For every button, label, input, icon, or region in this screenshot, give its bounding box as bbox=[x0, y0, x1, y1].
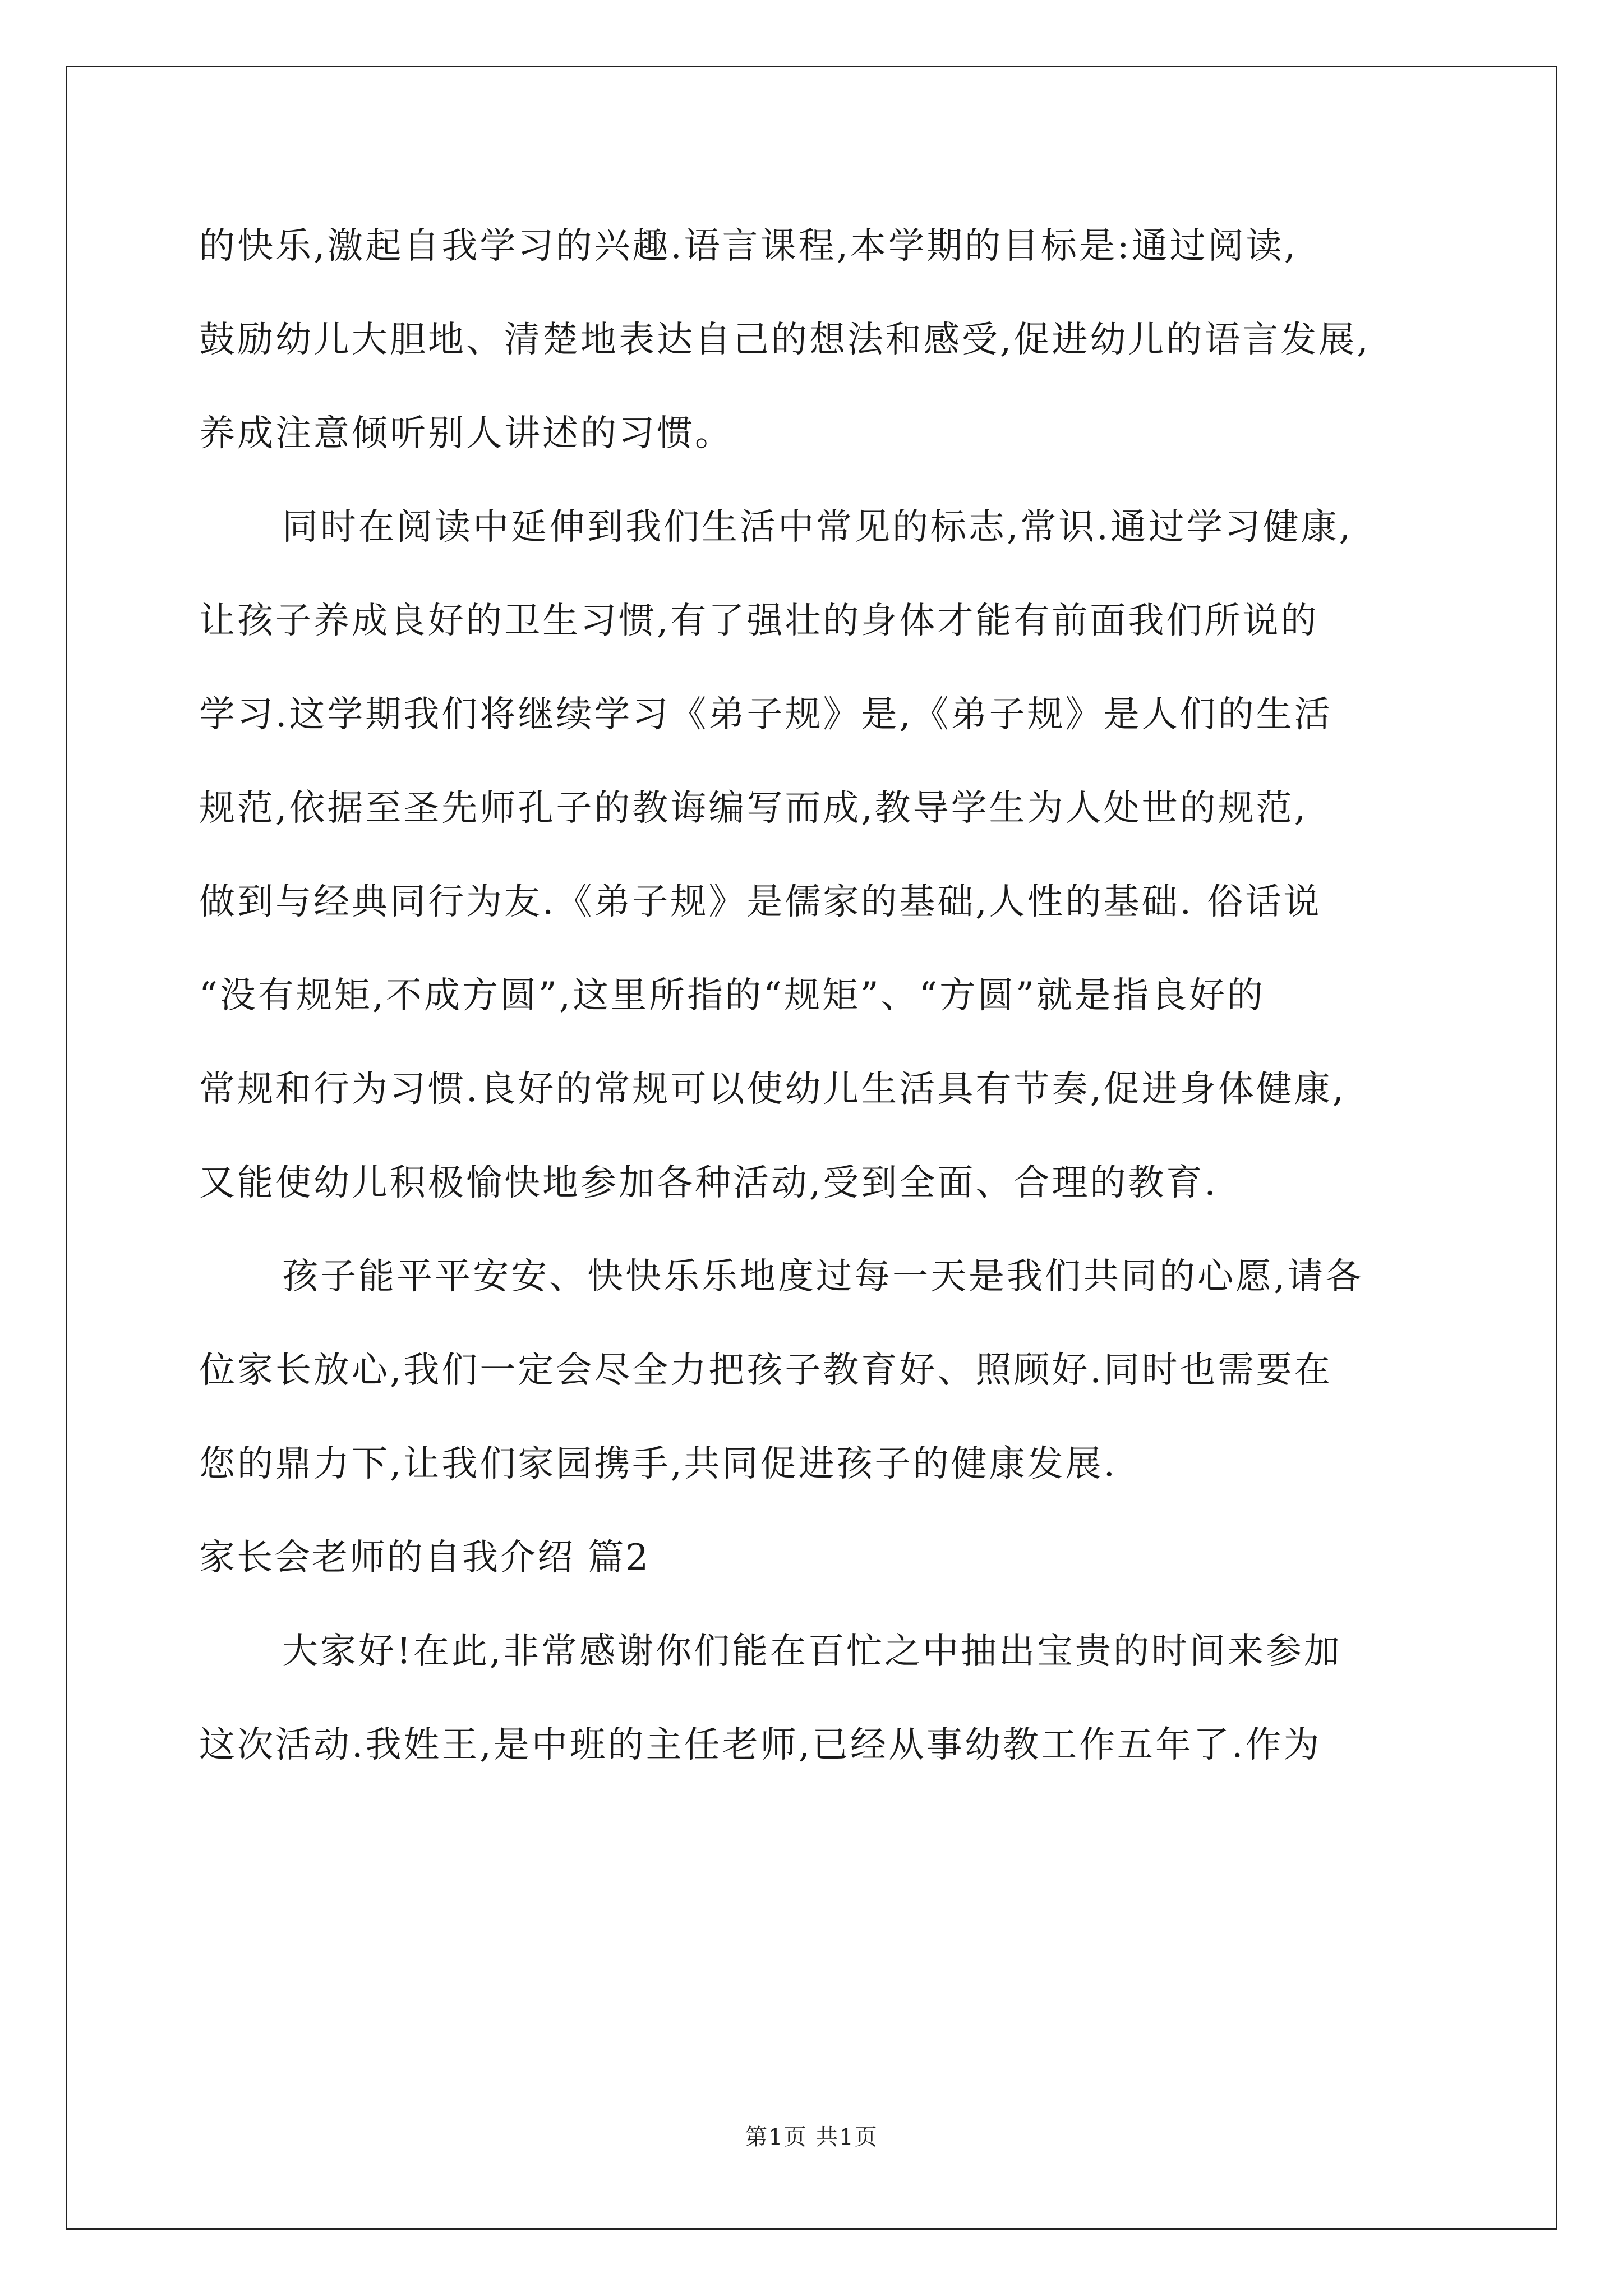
text-line: 常规和行为习惯.良好的常规可以使幼儿生活具有节奏,促进身体健康, bbox=[199, 1069, 1347, 1110]
text-line: 规范,依据至圣先师孔子的教诲编写而成,教导学生为人处世的规范, bbox=[199, 788, 1308, 829]
text-line: 这次活动.我姓王,是中班的主任老师,已经从事幼教工作五年了.作为 bbox=[199, 1724, 1322, 1766]
text-line: 让孩子养成良好的卫生习惯,有了强壮的身体才能有前面我们所说的 bbox=[199, 600, 1319, 642]
page-footer: 第1页 共1页 bbox=[745, 2124, 878, 2150]
text-line: 您的鼎力下,让我们家园携手,共同促进孩子的健康发展. bbox=[199, 1443, 1118, 1485]
text-line: 学习.这学期我们将继续学习《弟子规》是,《弟子规》是人们的生活 bbox=[199, 694, 1332, 735]
text-line: 位家长放心,我们一定会尽全力把孩子教育好、照顾好.同时也需要在 bbox=[199, 1350, 1332, 1391]
text-line: 养成注意倾听别人讲述的习惯。 bbox=[199, 413, 733, 454]
text-line: “没有规矩,不成方圆”,这里所指的“规矩”、“方圆”就是指良好的 bbox=[199, 975, 1265, 1016]
paragraph-first-line: 大家好!在此,非常感谢你们能在百忙之中抽出宝贵的时间来参加 bbox=[282, 1631, 1343, 1672]
paragraph-first-line: 同时在阅读中延伸到我们生活中常见的标志,常识.通过学习健康, bbox=[282, 507, 1353, 548]
document-body bbox=[199, 200, 1433, 1792]
paragraph-first-line: 孩子能平平安安、快快乐乐地度过每一天是我们共同的心愿,请各 bbox=[282, 1256, 1364, 1297]
text-line: 鼓励幼儿大胆地、清楚地表达自己的想法和感受,促进幼儿的语言发展, bbox=[199, 319, 1371, 361]
text-line: 又能使幼儿积极愉快地参加各种活动,受到全面、合理的教育. bbox=[199, 1162, 1218, 1204]
text-line: 做到与经典同行为友.《弟子规》是儒家的基础,人性的基础. 俗话说 bbox=[199, 881, 1322, 923]
section-heading: 家长会老师的自我介绍 篇2 bbox=[199, 1537, 651, 1579]
text-line: 的快乐,激起自我学习的兴趣.语言课程,本学期的目标是:通过阅读, bbox=[199, 226, 1298, 267]
